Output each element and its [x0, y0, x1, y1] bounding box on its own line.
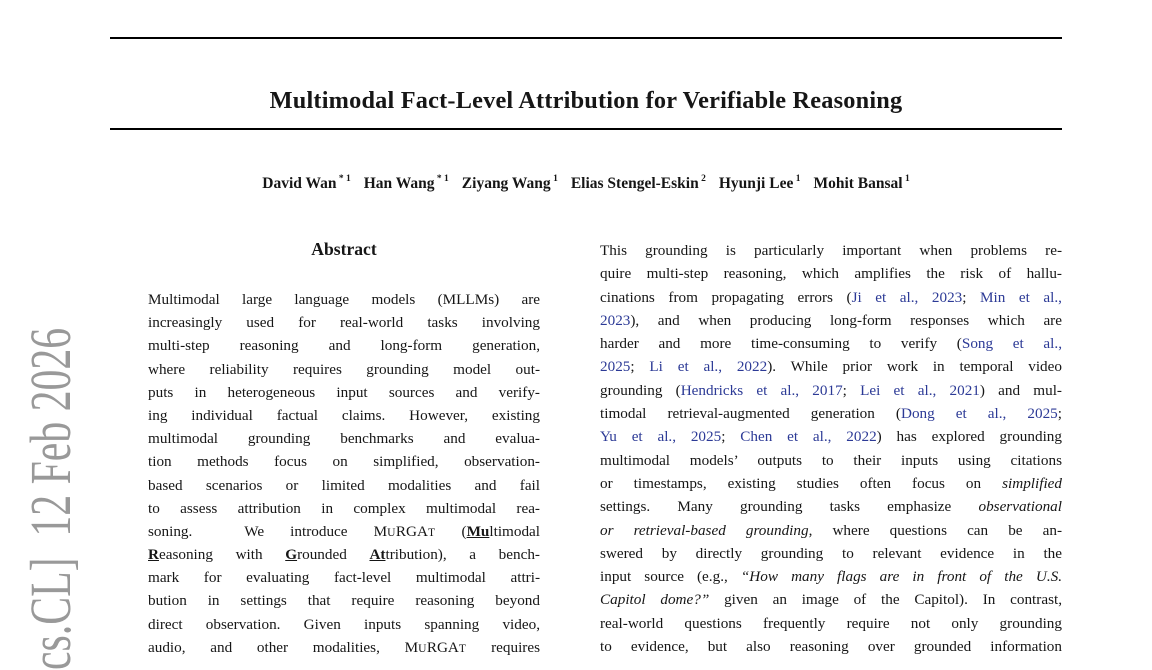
text-segment: cinations from propagating errors ( [600, 288, 852, 306]
citation-link[interactable]: Dong et al., 2025 [900, 405, 1058, 423]
text-segment: T [458, 642, 467, 655]
text-segment: This grounding is particularly important when problems re- [600, 242, 1062, 259]
text-line [148, 636, 540, 659]
text-line [600, 519, 1062, 542]
text-segment: Elias Stengel-Eskin [570, 175, 699, 192]
text-segment: swered by directly grounding to relevant evidence in the [600, 544, 1062, 562]
text-segment: RGA [426, 638, 459, 656]
text-segment: timodal retrieval-augmented generation ( [600, 405, 901, 423]
text-line [600, 472, 1062, 495]
text-segment: tribution), a bench- [385, 546, 540, 564]
paper-title: Multimodal Fact-Level Attribution for Verifiable Reasoning [269, 87, 903, 115]
text-line [600, 286, 1062, 309]
text-segment: ltimodal [489, 522, 540, 540]
text-segment: ) and mul- [979, 381, 1062, 399]
text-line [148, 288, 540, 311]
text-segment: ing individual factual claims. However, existing [148, 406, 540, 424]
text-line [600, 612, 1062, 635]
text-segment: ; [630, 358, 650, 376]
text-line [600, 495, 1062, 518]
citation-link[interactable]: Li et al., 2022 [649, 358, 768, 376]
abstract-heading: Abstract [311, 239, 377, 259]
text-segment: simplified [1002, 474, 1062, 492]
text-segment: puts in heterogeneous input sources and verify- [148, 383, 540, 401]
text-segment: Mu [466, 522, 490, 540]
citation-link[interactable]: 2025 [600, 358, 631, 376]
text-segment: grounding ( [600, 381, 681, 399]
text-line [148, 358, 540, 381]
text-segment: rounded [297, 546, 370, 564]
text-segment: given an image of the Capitol). In contrast, [709, 591, 1062, 609]
text-line [148, 427, 540, 450]
citation-link[interactable]: Yu et al., 2025 [600, 428, 722, 446]
text-segment: quire multi-step reasoning, which amplifies the risk of hallu- [600, 265, 1062, 283]
text-segment: ; [721, 428, 741, 446]
text-segment: Multimodal large language models (MLLMs) are [148, 291, 540, 308]
text-line [148, 613, 540, 636]
text-line [600, 239, 1062, 262]
author-line [110, 174, 1062, 193]
text-line [148, 566, 540, 589]
citation-link[interactable]: Min et al., [980, 288, 1062, 306]
abstract-column [148, 237, 540, 659]
text-segment: Hyunji Lee [718, 175, 794, 192]
text-segment: ; [962, 288, 981, 306]
text-segment: bution in settings that require reasoning beyond [148, 592, 540, 610]
text-segment: audio, and other modalities, M [148, 638, 419, 656]
text-line [600, 355, 1062, 378]
text-line [600, 635, 1062, 658]
text-segment: multimodal models’ outputs to their inputs using citations [600, 451, 1062, 469]
text-line [148, 589, 540, 612]
text-segment: ), and when producing long-form responses which are [630, 311, 1062, 329]
text-line [148, 474, 540, 497]
text-segment: Mohit Bansal [813, 175, 903, 192]
text-segment: increasingly used for real-world tasks involving [148, 314, 540, 332]
text-line [600, 425, 1062, 448]
text-line [148, 497, 540, 520]
text-segment: easoning with [158, 546, 286, 564]
text-line [600, 332, 1062, 355]
text-segment: ). While prior work in temporal video [767, 358, 1062, 376]
text-segment: based scenarios or limited modalities and fail [148, 476, 540, 494]
text-segment: soning. We introduce M [148, 522, 388, 540]
text-segment: requires [466, 638, 540, 656]
text-segment: At [369, 546, 386, 564]
top-horizontal-rule [110, 37, 1062, 39]
text-line [148, 520, 540, 543]
text-segment: harder and more time-consuming to verify ( [600, 335, 962, 353]
text-segment: , where questions can be an- [808, 521, 1063, 539]
text-segment: 1 [550, 174, 558, 184]
text-line [600, 402, 1062, 425]
text-segment: ( [435, 522, 467, 540]
text-segment: G [285, 546, 298, 564]
text-segment: David Wan [262, 175, 337, 192]
text-segment: multi-step reasoning and long-form generation, [148, 337, 540, 355]
middle-horizontal-rule [110, 128, 1062, 130]
text-line [600, 588, 1062, 611]
text-line [600, 449, 1062, 472]
text-segment: or timestamps, existing studies often focus on [600, 474, 1003, 492]
text-line [148, 381, 540, 404]
text-segment: “How many flags are in front of the U.S. [740, 568, 1063, 586]
arxiv-watermark: cs.CL] 12 Feb 2026 [18, 327, 83, 670]
text-line [600, 379, 1062, 402]
text-line [148, 334, 540, 357]
text-segment: to assess attribution in complex multimodal rea- [148, 499, 540, 517]
citation-link[interactable]: Ji et al., 2023 [851, 288, 963, 306]
text-segment: Han Wang [363, 175, 435, 192]
text-segment: real-world questions frequently require not only grounding [600, 614, 1062, 632]
text-segment: R [148, 546, 159, 564]
text-segment: mark for evaluating fact-level multimodal attri- [148, 569, 540, 587]
text-segment: ; [842, 381, 861, 399]
text-line [600, 309, 1062, 332]
text-segment: 1 [793, 174, 801, 184]
text-segment: settings. Many grounding tasks emphasize [600, 498, 979, 516]
text-line [600, 542, 1062, 565]
text-segment: * 1 [336, 174, 351, 184]
citation-link[interactable]: Song et al., [961, 335, 1062, 353]
citation-link[interactable]: Hendricks et al., 2017 [680, 381, 843, 399]
text-segment: observational [978, 498, 1062, 516]
text-segment: U [418, 642, 427, 655]
text-segment: 2 [698, 174, 706, 184]
text-segment: input source (e.g., [600, 568, 741, 586]
text-segment: ; [1057, 405, 1062, 423]
text-segment: direct observation. Given inputs spanning video, [148, 615, 540, 633]
text-line [600, 262, 1062, 285]
text-segment: multimodal grounding benchmarks and evalua- [148, 430, 540, 448]
text-segment: 1 [902, 174, 910, 184]
text-segment: RGA [395, 522, 428, 540]
text-segment: tion methods focus on simplified, observation- [148, 453, 540, 471]
citation-link[interactable]: Chen et al., 2022 [740, 428, 877, 446]
citation-link[interactable]: Lei et al., 2021 [860, 381, 980, 399]
text-segment: T [427, 526, 436, 539]
text-line [600, 565, 1062, 588]
text-line [148, 450, 540, 473]
abstract-text [148, 288, 540, 659]
text-line [148, 543, 540, 566]
text-segment: * 1 [434, 174, 449, 184]
text-segment: to evidence, but also reasoning over grounded information [600, 638, 1062, 656]
text-segment: Capitol dome?” [600, 591, 710, 609]
text-segment: where reliability requires grounding model out- [148, 360, 540, 378]
text-line [148, 311, 540, 334]
text-segment: Ziyang Wang [461, 175, 551, 192]
text-segment: U [387, 526, 396, 539]
text-segment: ) has explored grounding [876, 428, 1062, 446]
text-line [148, 404, 540, 427]
text-segment: or retrieval-based grounding [600, 521, 809, 539]
citation-link[interactable]: 2023 [600, 311, 631, 329]
intro-column [600, 239, 1062, 658]
